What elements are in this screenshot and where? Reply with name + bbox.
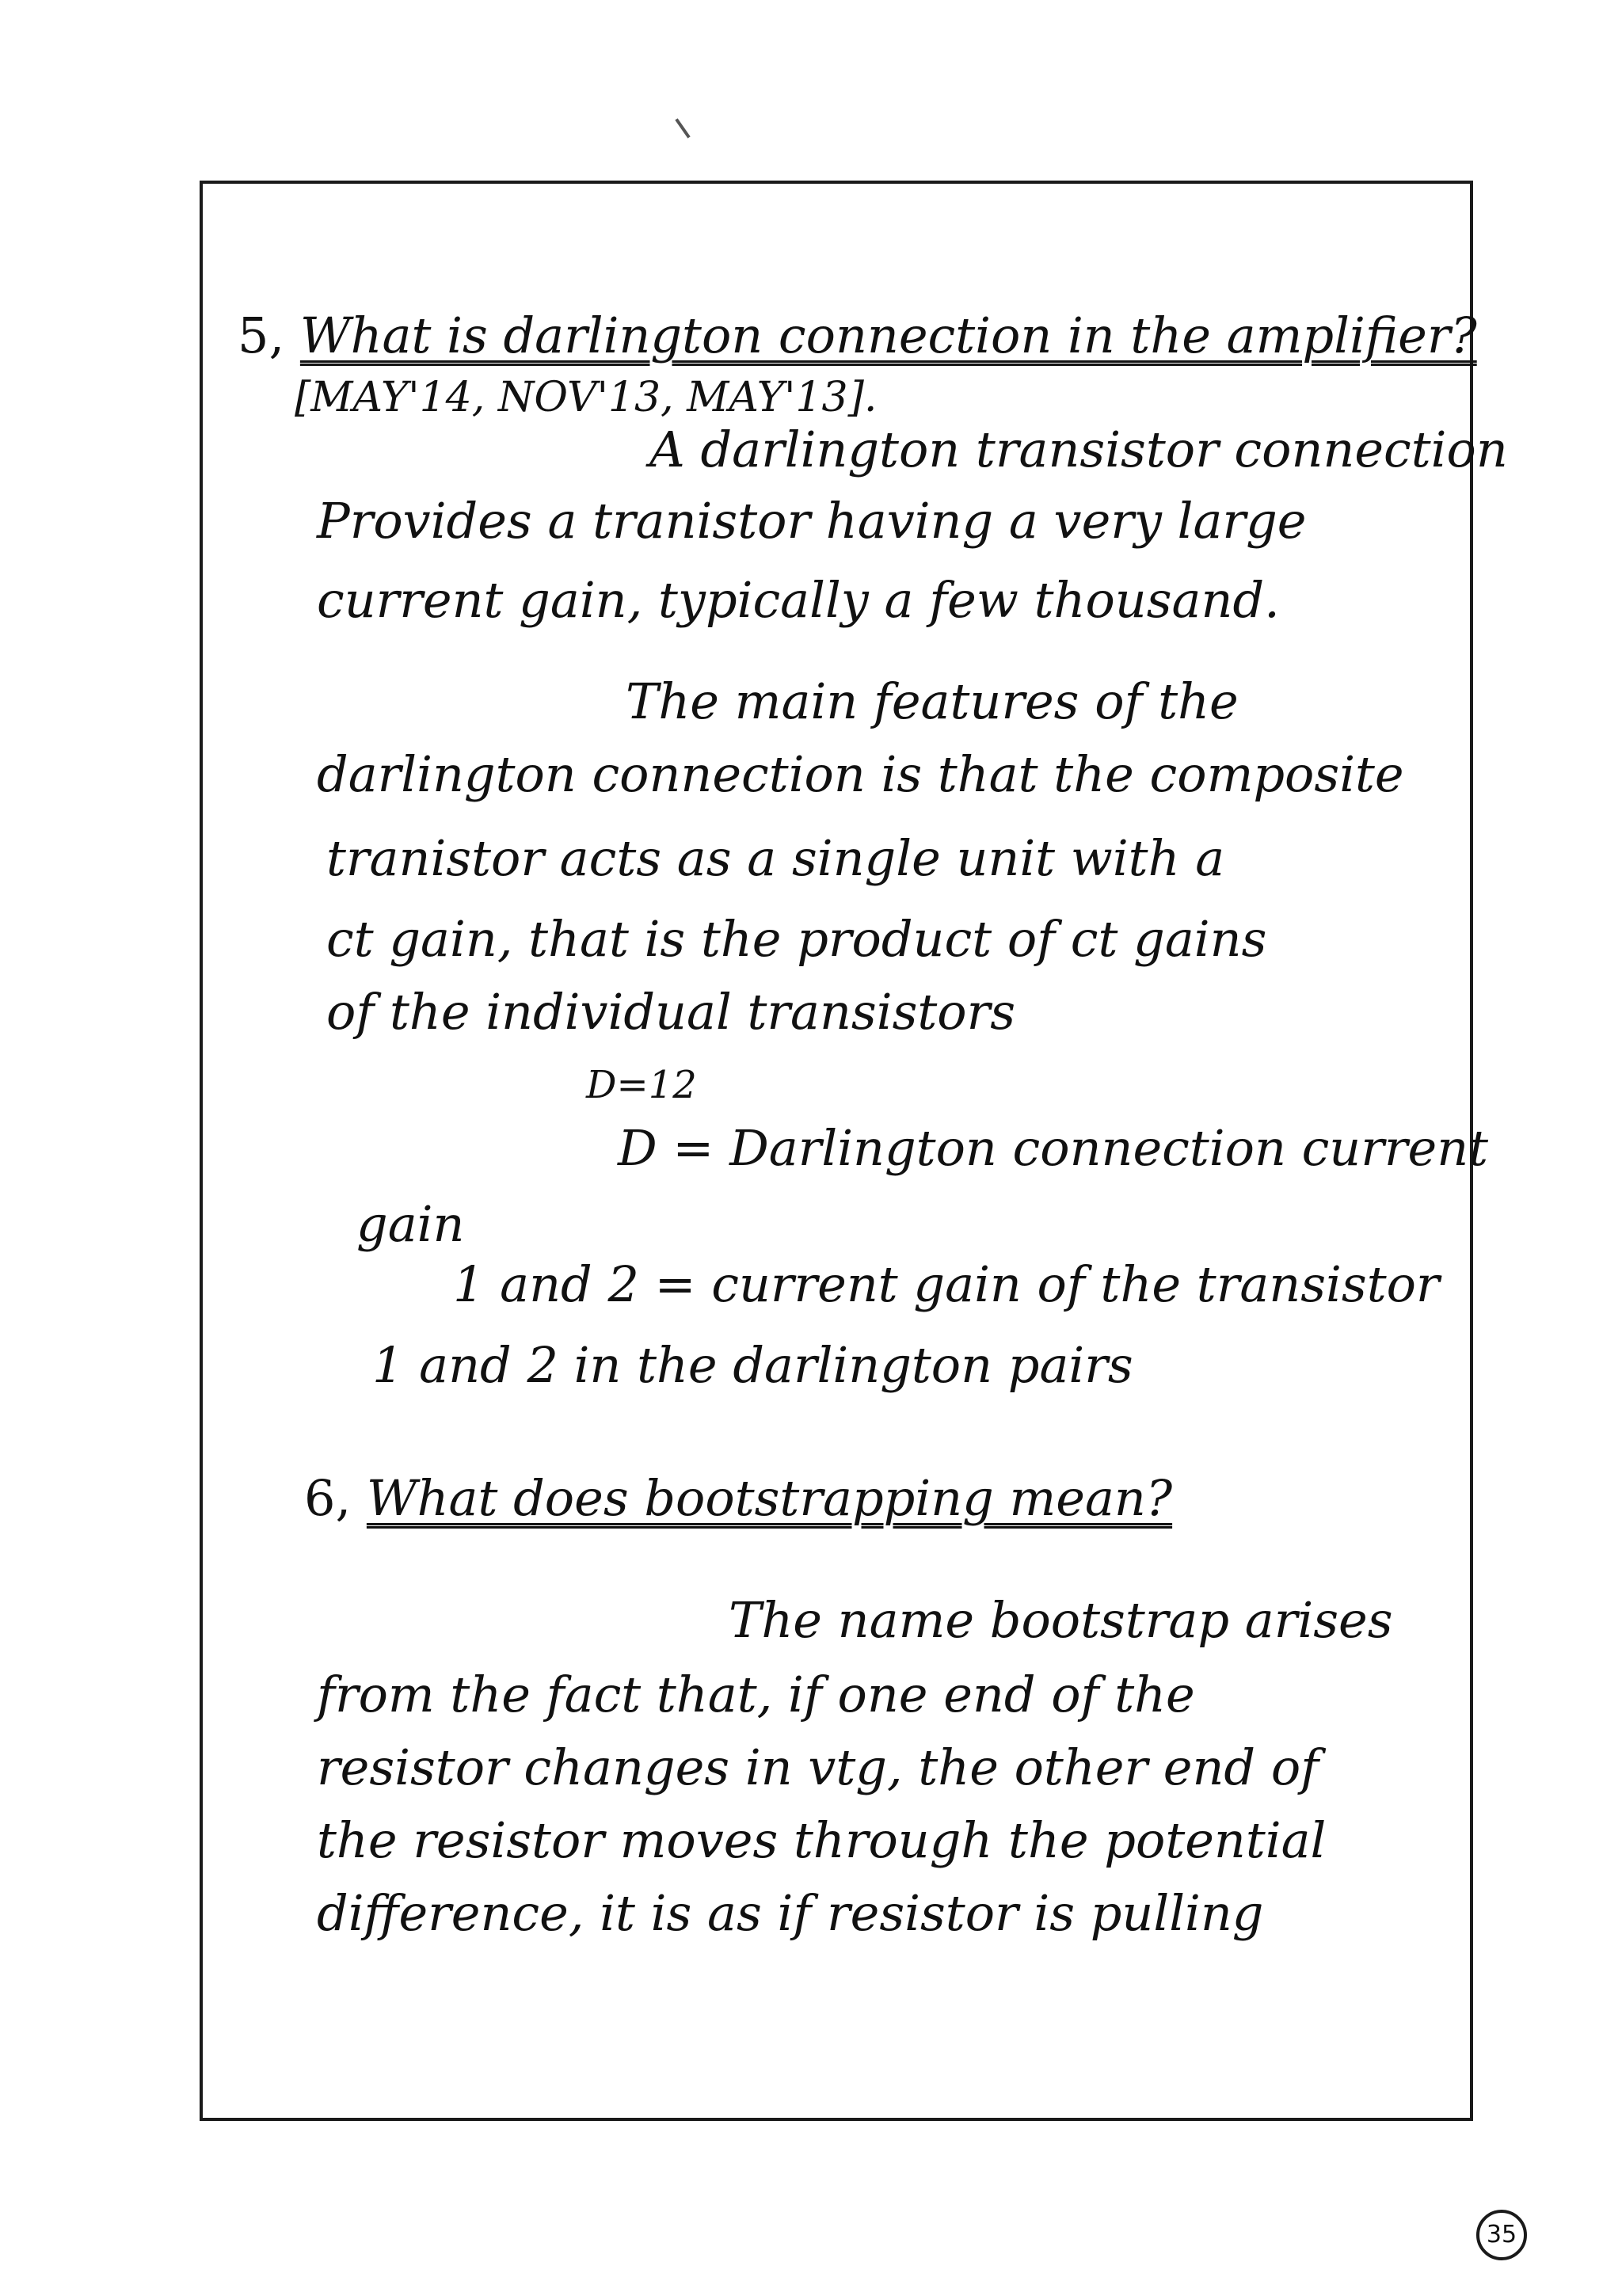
q5-answer-line-4: The main features of the bbox=[626, 672, 1239, 730]
q5-answer-line-8: of the individual transistors bbox=[326, 983, 1016, 1041]
q5-definition-1-and-2: 1 and 2 = current gain of the transistor bbox=[453, 1255, 1440, 1313]
question-6-number: 6, bbox=[304, 1469, 352, 1527]
q5-answer-line-7: ct gain, that is the product of ct gains bbox=[326, 910, 1267, 968]
q6-answer-line-5: difference, it is as if resistor is pulling bbox=[317, 1884, 1264, 1942]
q6-answer-line-3: resistor changes in vtg, the other end of bbox=[317, 1738, 1319, 1796]
question-6-title: What does bootstrapping mean? bbox=[366, 1469, 1173, 1527]
q6-answer-line-1: The name bootstrap arises bbox=[729, 1591, 1393, 1649]
q5-definition-pairs: 1 and 2 in the darlington pairs bbox=[372, 1336, 1133, 1394]
q5-answer-line-2: Provides a tranistor having a very large bbox=[317, 492, 1307, 550]
question-5-title: What is darlington connection in the amplifier? bbox=[299, 307, 1477, 364]
question-5-number: 5, bbox=[238, 307, 285, 364]
q5-definition-d: D = Darlington connection current bbox=[618, 1119, 1489, 1177]
page-number: 35 bbox=[1476, 2210, 1527, 2260]
q5-answer-line-6: tranistor acts as a single unit with a bbox=[326, 829, 1225, 887]
q5-answer-line-3: current gain, typically a few thousand. bbox=[317, 571, 1280, 629]
stray-pen-mark bbox=[675, 118, 690, 138]
q6-answer-line-4: the resistor moves through the potential bbox=[317, 1811, 1327, 1869]
q5-answer-line-5: darlington connection is that the composite bbox=[317, 745, 1404, 803]
darlington-gain-formula: D=12 bbox=[586, 1063, 697, 1107]
q5-answer-line-1: A darlington transistor connection bbox=[649, 421, 1508, 478]
question-5-exam-refs: [MAY'14, NOV'13, MAY'13]. bbox=[295, 374, 878, 421]
q6-answer-line-2: from the fact that, if one end of the bbox=[317, 1666, 1195, 1723]
q5-definition-gain: gain bbox=[356, 1195, 465, 1253]
question-6-heading bbox=[304, 1470, 1172, 1527]
question-5-heading bbox=[238, 307, 1477, 364]
